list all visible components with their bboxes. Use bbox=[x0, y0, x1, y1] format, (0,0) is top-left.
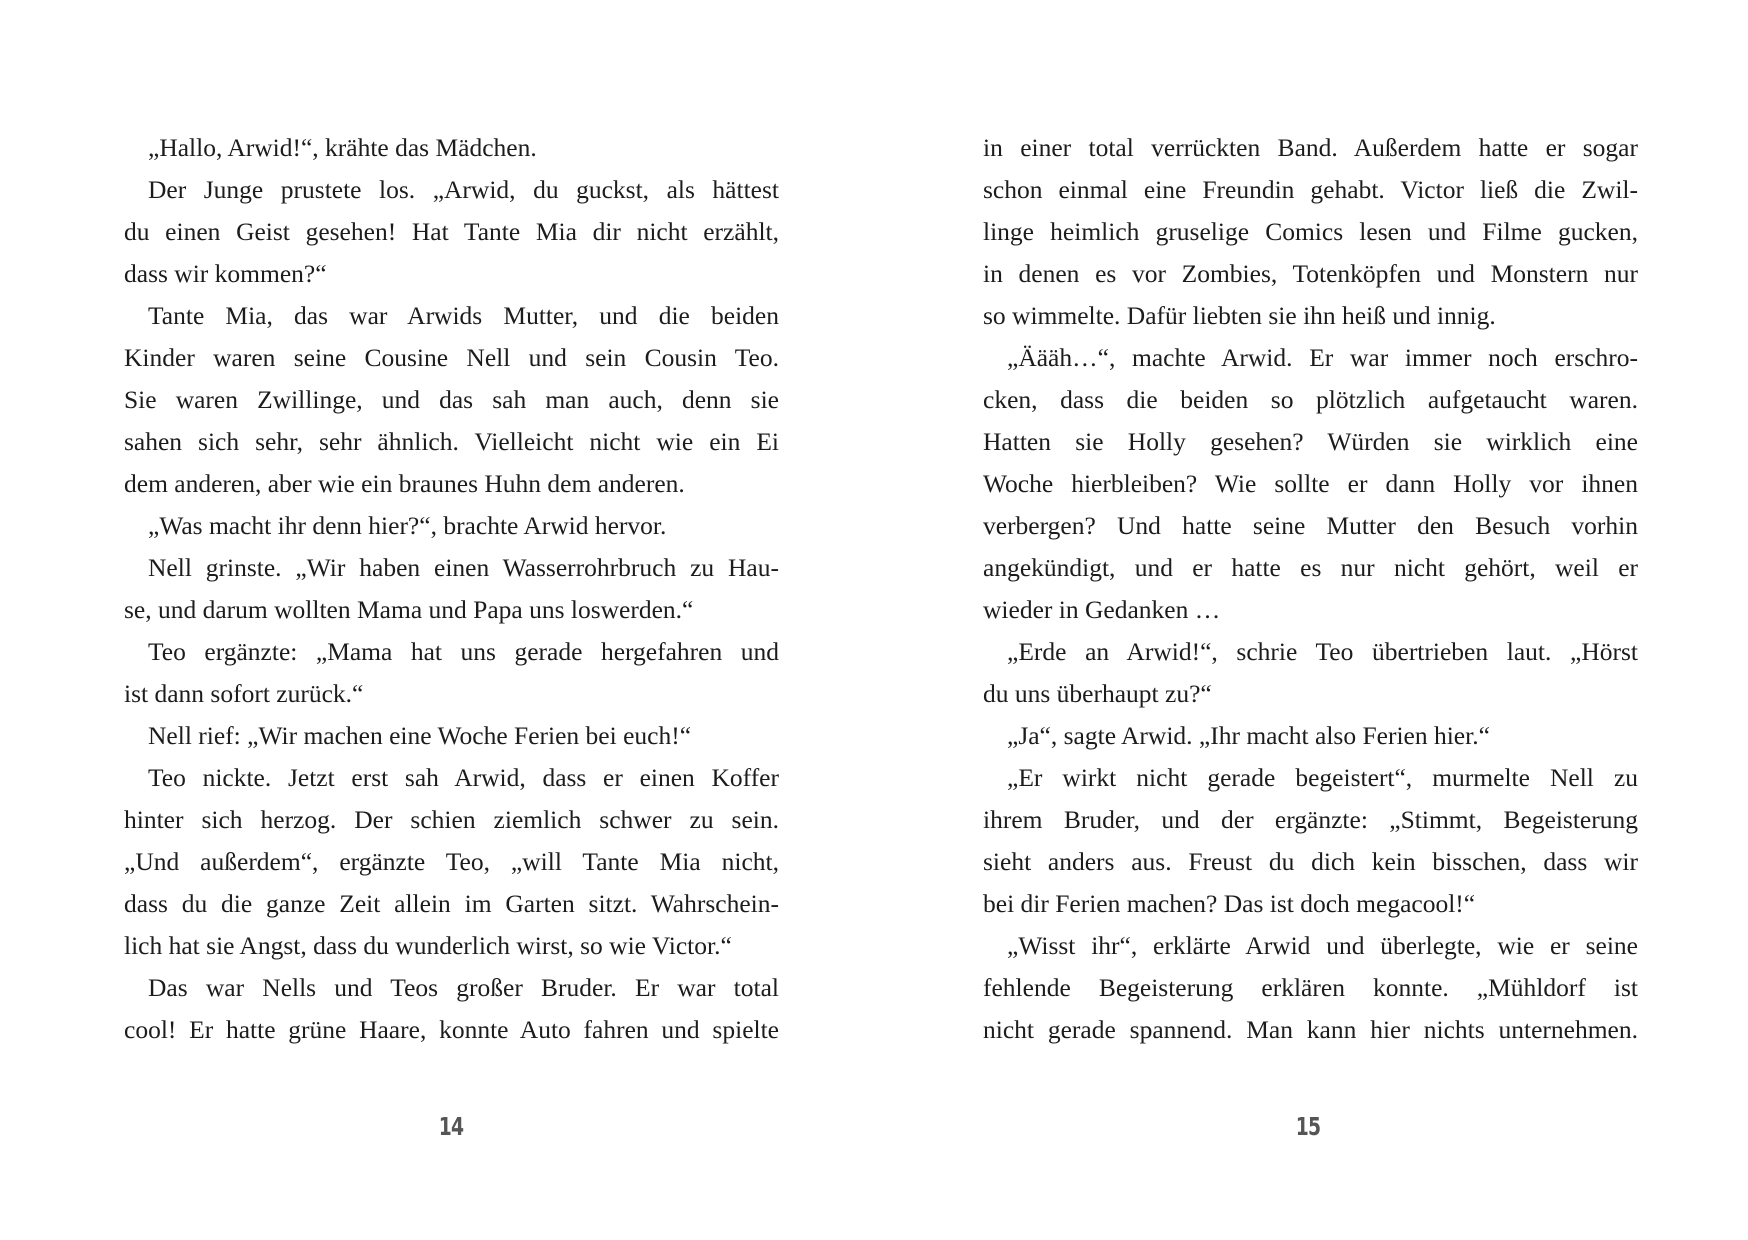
text-line: cken, dass die beiden so plötzlich aufgetaucht waren. bbox=[983, 385, 1638, 414]
text-line: Der Junge prustete los. „Arwid, du guckst, als hättest bbox=[148, 175, 779, 204]
text-line: Nell rief: „Wir machen eine Woche Ferien bei euch!“ bbox=[148, 721, 692, 750]
text-line: nicht gerade spannend. Man kann hier nichts unternehmen. bbox=[983, 1015, 1638, 1044]
text-line: linge heimlich gruselige Comics lesen und Filme gucken, bbox=[983, 217, 1638, 246]
text-line: „Und außerdem“, ergänzte Teo, „will Tante Mia nicht, bbox=[124, 847, 779, 876]
right-page-text bbox=[983, 127, 1638, 1051]
text-line: Das war Nells und Teos großer Bruder. Er war total bbox=[148, 973, 779, 1002]
text-line: Hatten sie Holly gesehen? Würden sie wirklich eine bbox=[983, 427, 1638, 456]
text-line: dem anderen, aber wie ein braunes Huhn dem anderen. bbox=[124, 469, 685, 498]
right-page-number: 15 bbox=[1295, 1112, 1321, 1141]
text-line: Kinder waren seine Cousine Nell und sein Cousin Teo. bbox=[124, 343, 779, 372]
left-page-number: 14 bbox=[438, 1112, 464, 1141]
text-line: Teo nickte. Jetzt erst sah Arwid, dass er einen Koffer bbox=[148, 763, 779, 792]
text-line: Teo ergänzte: „Mama hat uns gerade hergefahren und bbox=[148, 637, 779, 666]
text-line: „Erde an Arwid!“, schrie Teo übertrieben laut. „Hörst bbox=[1007, 637, 1638, 666]
text-line: dass du die ganze Zeit allein im Garten sitzt. Wahrschein- bbox=[124, 889, 779, 918]
text-line: dass wir kommen?“ bbox=[124, 259, 327, 288]
text-line: du einen Geist gesehen! Hat Tante Mia dir nicht erzählt, bbox=[124, 217, 779, 246]
text-line: Sie waren Zwillinge, und das sah man auch, denn sie bbox=[124, 385, 779, 414]
text-line: lich hat sie Angst, dass du wunderlich wirst, so wie Victor.“ bbox=[124, 931, 732, 960]
left-page-text bbox=[124, 127, 779, 1051]
text-line: verbergen? Und hatte seine Mutter den Besuch vorhin bbox=[983, 511, 1638, 540]
text-line: „Wisst ihr“, erklärte Arwid und überlegte, wie er seine bbox=[1007, 931, 1638, 960]
text-line: bei dir Ferien machen? Das ist doch megacool!“ bbox=[983, 889, 1476, 918]
text-line: du uns überhaupt zu?“ bbox=[983, 679, 1212, 708]
text-line: Tante Mia, das war Arwids Mutter, und die beiden bbox=[148, 301, 779, 330]
text-line: „Äääh…“, machte Arwid. Er war immer noch erschro- bbox=[1007, 343, 1638, 372]
text-line: cool! Er hatte grüne Haare, konnte Auto fahren und spielte bbox=[124, 1015, 779, 1044]
text-line: sieht anders aus. Freust du dich kein bisschen, dass wir bbox=[983, 847, 1638, 876]
text-line: in einer total verrückten Band. Außerdem hatte er sogar bbox=[983, 133, 1638, 162]
text-line: Nell grinste. „Wir haben einen Wasserrohrbruch zu Hau- bbox=[148, 553, 779, 582]
text-line: wieder in Gedanken … bbox=[983, 595, 1221, 624]
text-line: in denen es vor Zombies, Totenköpfen und Monstern nur bbox=[983, 259, 1638, 288]
text-line: „Hallo, Arwid!“, krähte das Mädchen. bbox=[148, 133, 537, 162]
text-line: „Ja“, sagte Arwid. „Ihr macht also Ferien hier.“ bbox=[1007, 721, 1490, 750]
text-line: angekündigt, und er hatte es nur nicht gehört, weil er bbox=[983, 553, 1638, 582]
text-line: se, und darum wollten Mama und Papa uns loswerden.“ bbox=[124, 595, 694, 624]
text-line: schon einmal eine Freundin gehabt. Victor ließ die Zwil- bbox=[983, 175, 1638, 204]
text-line: sahen sich sehr, sehr ähnlich. Vielleicht nicht wie ein Ei bbox=[124, 427, 779, 456]
text-line: „Er wirkt nicht gerade begeistert“, murmelte Nell zu bbox=[1007, 763, 1638, 792]
text-line: so wimmelte. Dafür liebten sie ihn heiß und innig. bbox=[983, 301, 1496, 330]
text-line: Woche hierbleiben? Wie sollte er dann Holly vor ihnen bbox=[983, 469, 1638, 498]
text-line: ist dann sofort zurück.“ bbox=[124, 679, 364, 708]
text-line: hinter sich herzog. Der schien ziemlich schwer zu sein. bbox=[124, 805, 779, 834]
text-line: ihrem Bruder, und der ergänzte: „Stimmt, Begeisterung bbox=[983, 805, 1638, 834]
text-line: „Was macht ihr denn hier?“, brachte Arwid hervor. bbox=[148, 511, 667, 540]
text-line: fehlende Begeisterung erklären konnte. „Mühldorf ist bbox=[983, 973, 1638, 1002]
